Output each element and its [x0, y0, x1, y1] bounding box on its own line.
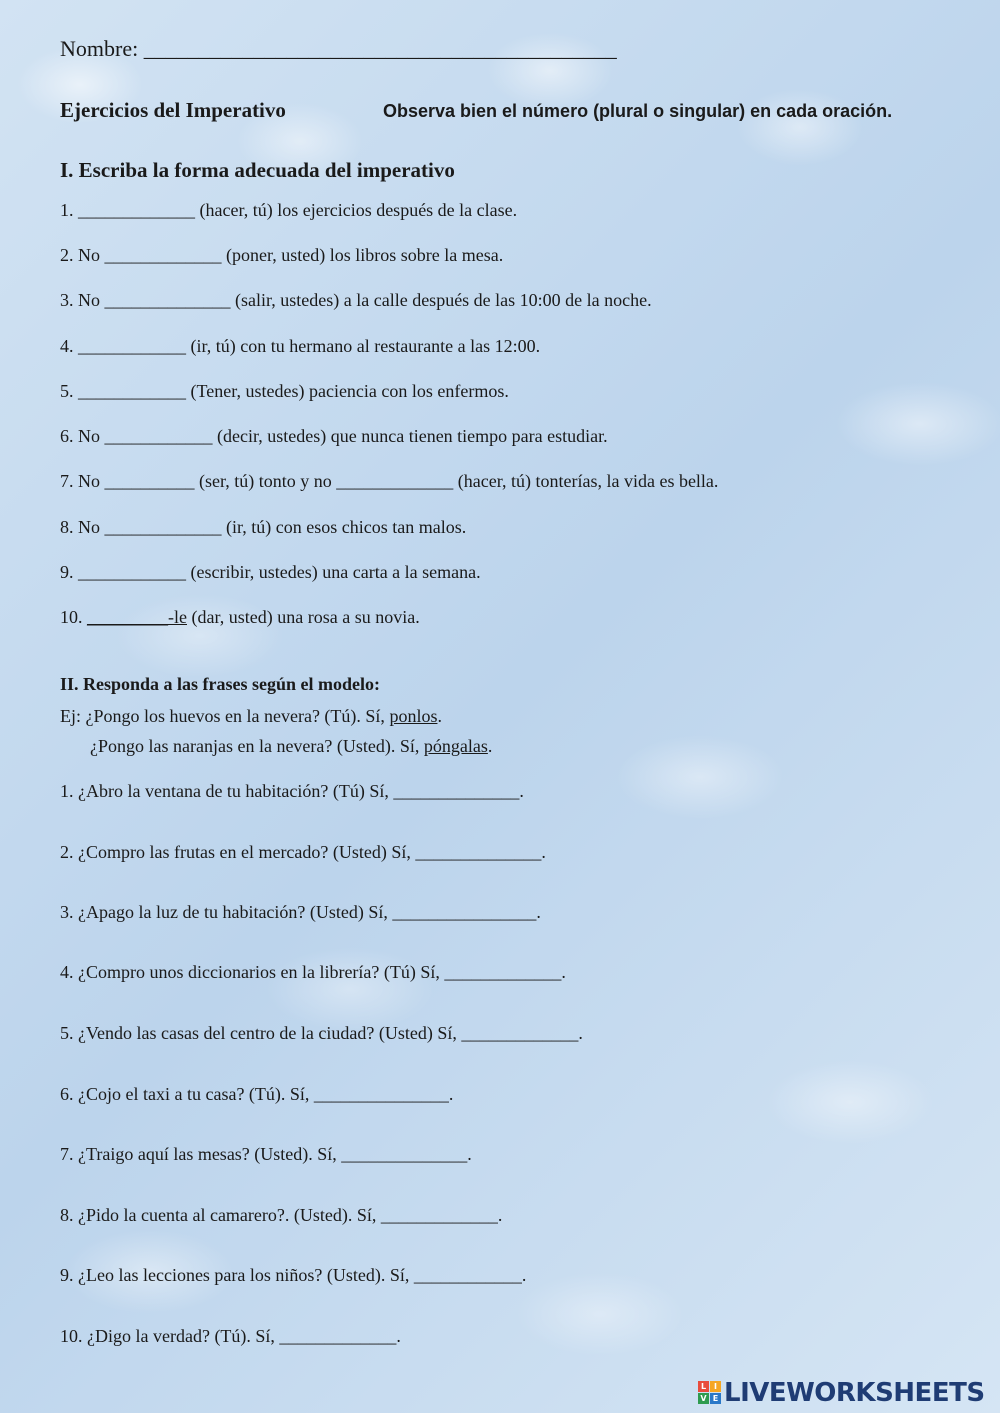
- logo-mark-l: L: [698, 1381, 709, 1392]
- response-item-8[interactable]: 8. ¿Pido la cuenta al camarero?. (Usted). Sí, _____________.: [60, 1205, 503, 1225]
- logo-mark-v: V: [698, 1393, 709, 1404]
- exercise-item-6[interactable]: 6. No ____________ (decir, ustedes) que nunca tienen tiempo para estudiar.: [60, 426, 608, 446]
- liveworksheets-wordmark: LIVEWORKSHEETS: [724, 1378, 985, 1408]
- response-item-4[interactable]: 4. ¿Compro unos diccionarios en la librería? (Tú) Sí, _____________.: [60, 962, 566, 982]
- response-item-9[interactable]: 9. ¿Leo las lecciones para los niños? (Usted). Sí, ____________.: [60, 1265, 527, 1285]
- liveworksheets-logo[interactable]: [698, 1377, 993, 1409]
- model-example-1: [60, 706, 442, 727]
- worksheet-title: Ejercicios del Imperativo: [60, 98, 286, 122]
- exercise-item-3[interactable]: 3. No ______________ (salir, ustedes) a la calle después de las 10:00 de la noche.: [60, 290, 652, 310]
- exercise-item-10[interactable]: [60, 607, 420, 628]
- section2-heading: II. Responda a las frases según el modelo:: [60, 674, 381, 694]
- response-item-2[interactable]: 2. ¿Compro las frutas en el mercado? (Usted) Sí, ______________.: [60, 842, 546, 862]
- exercise-item-5[interactable]: 5. ____________ (Tener, ustedes) paciencia con los enfermos.: [60, 381, 509, 401]
- section1-heading: I. Escriba la forma adecuada del imperativo: [60, 158, 455, 182]
- name-line: Nombre: ___________________________________________: [60, 36, 617, 61]
- model-example-1-answer: ponlos: [389, 706, 438, 726]
- model-example-2-end: .: [487, 736, 493, 756]
- liveworksheets-mark-icon: [698, 1381, 722, 1405]
- model-example-1-end: .: [437, 706, 442, 726]
- model-example-2: [90, 736, 492, 757]
- exercise-item-1[interactable]: 1. _____________ (hacer, tú) los ejercicios después de la clase.: [60, 200, 518, 220]
- logo-mark-e: E: [710, 1393, 721, 1404]
- instruction-text: Observa bien el número (plural o singular) en cada oración.: [383, 101, 893, 121]
- exercise-item-7[interactable]: 7. No __________ (ser, tú) tonto y no _____________ (hacer, tú) tonterías, la vida es bella.: [60, 471, 719, 491]
- response-item-3[interactable]: 3. ¿Apago la luz de tu habitación? (Usted) Sí, ________________.: [60, 902, 541, 922]
- exercise-item-4[interactable]: 4. ____________ (ir, tú) con tu hermano al restaurante a las 12:00.: [60, 336, 541, 356]
- exercise-item-9[interactable]: 9. ____________ (escribir, ustedes) una carta a la semana.: [60, 562, 481, 582]
- model-example-2-text: ¿Pongo las naranjas en la nevera? (Usted). Sí,: [90, 736, 424, 756]
- exercise-item-8[interactable]: 8. No _____________ (ir, tú) con esos chicos tan malos.: [60, 517, 467, 537]
- model-example-1-text: Ej: ¿Pongo los huevos en la nevera? (Tú). Sí,: [60, 706, 390, 726]
- response-item-5[interactable]: 5. ¿Vendo las casas del centro de la ciudad? (Usted) Sí, _____________.: [60, 1023, 583, 1043]
- logo-mark-i: I: [710, 1381, 721, 1392]
- response-item-10[interactable]: 10. ¿Digo la verdad? (Tú). Sí, _____________.: [60, 1326, 401, 1346]
- exercise-item-10-blank[interactable]: _________-le: [87, 607, 187, 627]
- exercise-item-2[interactable]: 2. No _____________ (poner, usted) los libros sobre la mesa.: [60, 245, 504, 265]
- response-item-1[interactable]: 1. ¿Abro la ventana de tu habitación? (Tú) Sí, ______________.: [60, 781, 524, 801]
- response-item-6[interactable]: 6. ¿Cojo el taxi a tu casa? (Tú). Sí, _______________.: [60, 1084, 454, 1104]
- exercise-item-10-rest: (dar, usted) una rosa a su novia.: [186, 607, 420, 627]
- model-example-2-answer: póngalas: [423, 736, 488, 756]
- exercise-item-10-prefix: 10.: [60, 607, 87, 627]
- response-item-7[interactable]: 7. ¿Traigo aquí las mesas? (Usted). Sí, ______________.: [60, 1144, 472, 1164]
